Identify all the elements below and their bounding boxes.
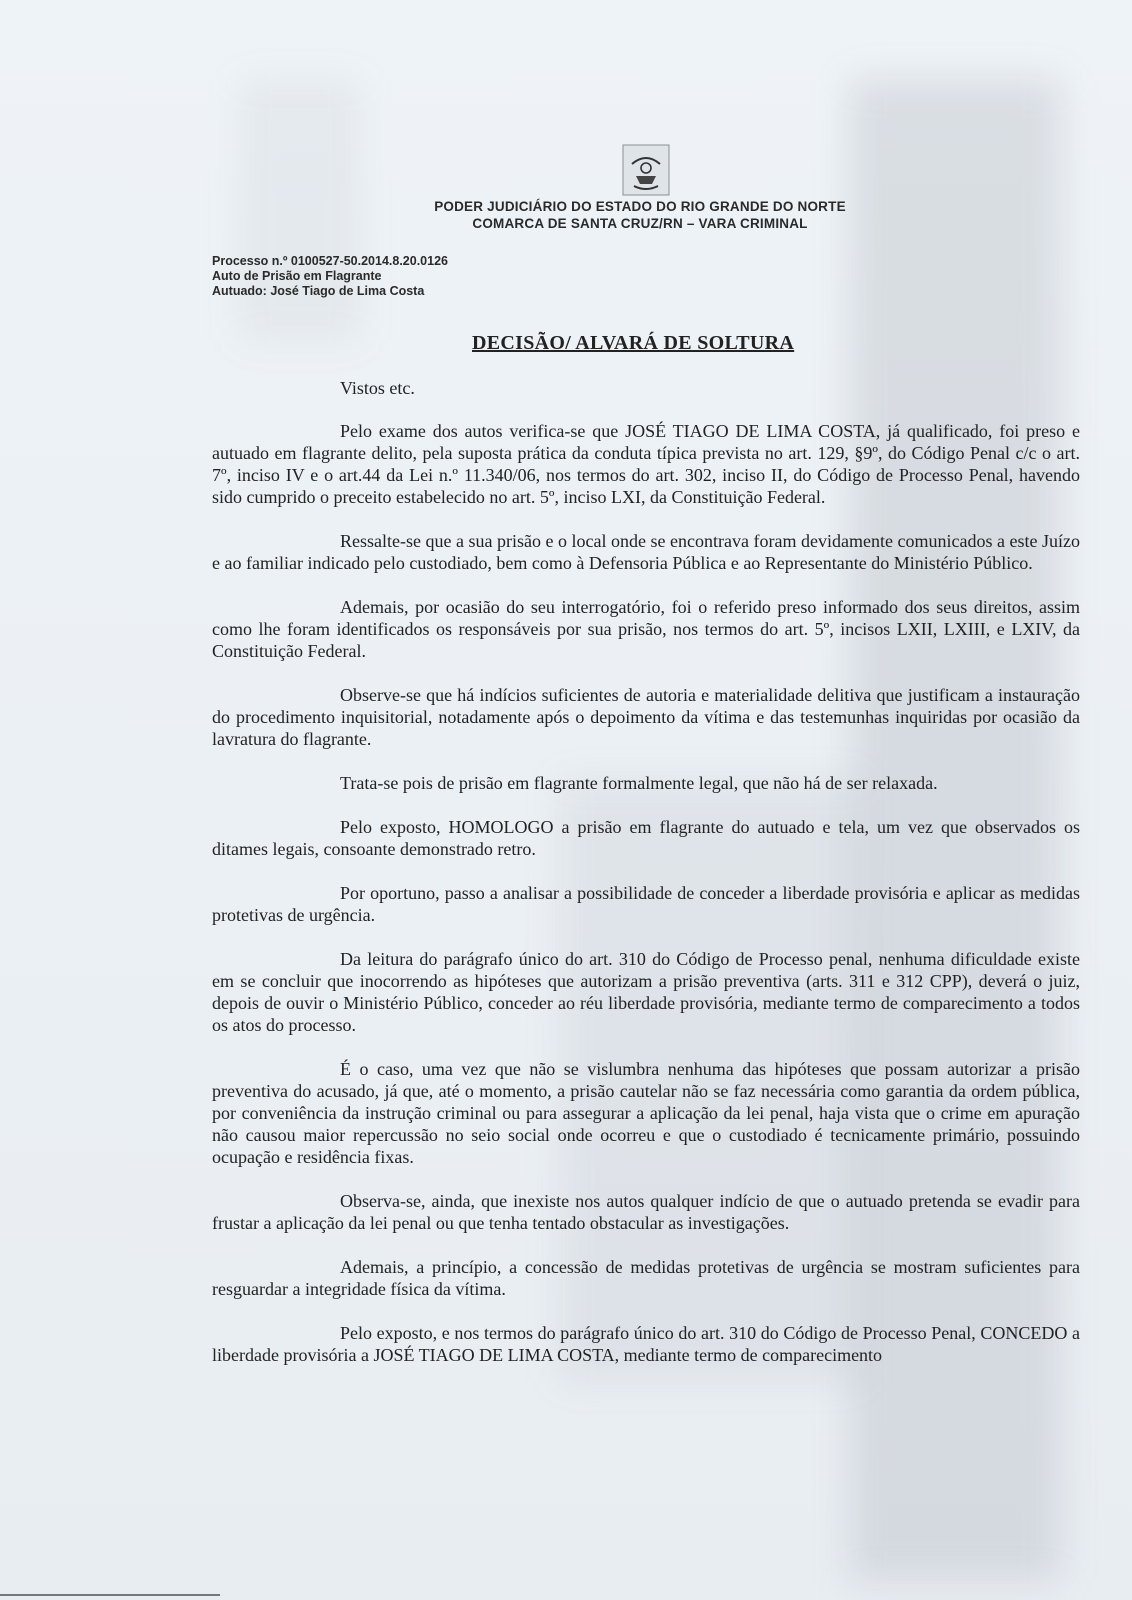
coat-of-arms-icon [622, 144, 670, 196]
document-body [212, 420, 1080, 1388]
paragraph: Da leitura do parágrafo único do art. 310 do Código de Processo penal, nenhuma dificuldade existe em se concluir que inocorrendo as hipóteses que autorizam a prisão preventiva (arts. 311 e 312 CPP), deverá o juiz, depois de ouvir o Ministério Público, conceder ao réu liberdade provisória, mediante termo de comparecimento a todos os atos do processo. [212, 949, 1080, 1035]
case-info [212, 254, 448, 299]
process-number: Processo n.º 0100527-50.2014.8.20.0126 [212, 254, 448, 268]
paragraph: Ademais, por ocasião do seu interrogatório, foi o referido preso informado dos seus direitos, assim como lhe foram identificados os responsáveis por sua prisão, nos termos do art. 5º, incisos LXII, LXIII, e LXIV, da Constituição Federal. [212, 597, 1080, 661]
paragraph: Observa-se, ainda, que inexiste nos autos qualquer indício de que o autuado pretenda se evadir para frustar a aplicação da lei penal ou que tenha tentado obstacular as investigações. [212, 1191, 1080, 1233]
paragraph: Ressalte-se que a sua prisão e o local onde se encontrava foram devidamente comunicados a este Juízo e ao familiar indicado pelo custodiado, bem como à Defensoria Pública e ao Representante do Ministério Público. [212, 531, 1080, 573]
scan-smudge [240, 80, 360, 340]
paragraph: É o caso, uma vez que não se vislumbra nenhuma das hipóteses que possam autorizar a prisão preventiva do acusado, já que, até o momento, a prisão cautelar não se faz necessária como garantia da ordem pública, por conveniência da instrução criminal ou para assegurar a aplicação da lei penal, haja vista que o crime em apuração não causou maior repercussão no seio social onde ocorreu e que o custodiado é tecnicamente primário, possuindo ocupação e residência fixas. [212, 1059, 1080, 1167]
paragraph: Pelo exposto, e nos termos do parágrafo único do art. 310 do Código de Processo Penal, CONCEDO a liberdade provisória a JOSÉ TIAGO DE LIMA COSTA, mediante termo de comparecimento [212, 1323, 1080, 1365]
case-type: Auto de Prisão em Flagrante [212, 269, 382, 283]
document-title: DECISÃO/ ALVARÁ DE SOLTURA [472, 332, 795, 354]
greeting: Vistos etc. [340, 378, 415, 398]
paragraph: Por oportuno, passo a analisar a possibilidade de conceder a liberdade provisória e aplicar as medidas protetivas de urgência. [212, 883, 1080, 925]
scan-edge-line [0, 1594, 220, 1596]
court-line-1: PODER JUDICIÁRIO DO ESTADO DO RIO GRANDE DO NORTE [434, 199, 846, 214]
court-header [380, 198, 900, 232]
paragraph: Pelo exame dos autos verifica-se que JOSÉ TIAGO DE LIMA COSTA, já qualificado, foi preso e autuado em flagrante delito, pela suposta prática da conduta típica prevista no art. 129, §9º, do Código Penal c/c o art. 7º, inciso IV e o art.44 da Lei n.º 11.340/06, nos termos do art. 302, inciso II, do Código de Processo Penal, havendo sido cumprido o preceito estabelecido no art. 5º, inciso LXI, da Constituição Federal. [212, 421, 1080, 507]
court-line-2: COMARCA DE SANTA CRUZ/RN – VARA CRIMINAL [472, 216, 808, 231]
paragraph: Pelo exposto, HOMOLOGO a prisão em flagrante do autuado e tela, um vez que observados os ditames legais, consoante demonstrado retro. [212, 817, 1080, 859]
paragraph: Observe-se que há indícios suficientes de autoria e materialidade delitiva que justificam a instauração do procedimento inquisitorial, notadamente após o depoimento da vítima e das testemunhas inquiridas por ocasião da lavratura do flagrante. [212, 685, 1080, 749]
paragraph: Ademais, a princípio, a concessão de medidas protetivas de urgência se mostram suficientes para resguardar a integridade física da vítima. [212, 1257, 1080, 1299]
defendant-name: Autuado: José Tiago de Lima Costa [212, 284, 425, 298]
paragraph: Trata-se pois de prisão em flagrante formalmente legal, que não há de ser relaxada. [340, 773, 938, 793]
